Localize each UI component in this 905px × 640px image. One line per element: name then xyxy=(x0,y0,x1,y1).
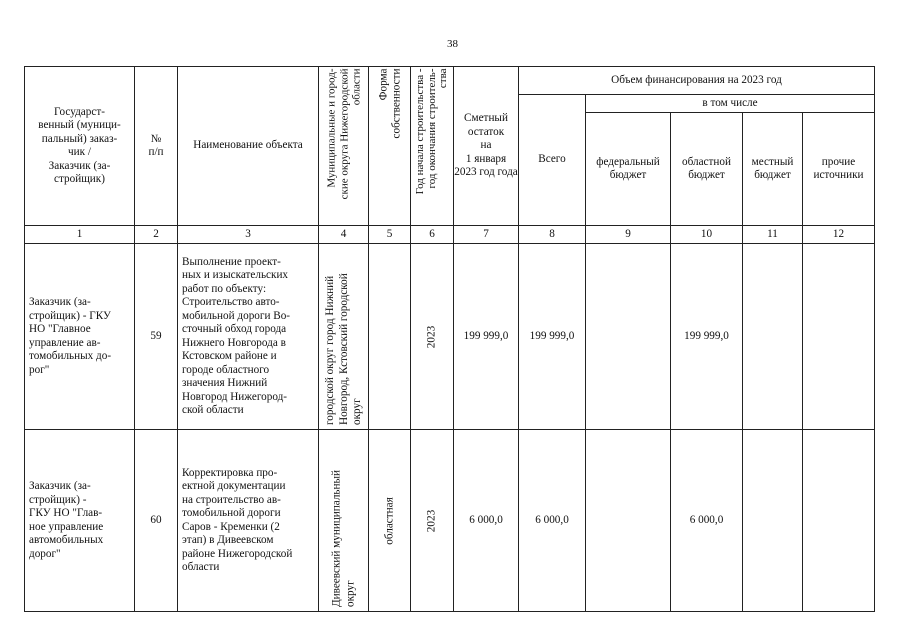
row-years: 2023 xyxy=(411,430,454,612)
header-total: Всего xyxy=(519,95,586,226)
column-number: 5 xyxy=(369,226,411,244)
column-number: 3 xyxy=(178,226,319,244)
row-other xyxy=(803,430,875,612)
row-total: 6 000,0 xyxy=(519,430,586,612)
row-estimate-balance: 199 999,0 xyxy=(454,244,519,430)
column-number-row xyxy=(25,226,875,244)
column-number: 8 xyxy=(519,226,586,244)
column-number: 7 xyxy=(454,226,519,244)
row-object-name: Выполнение проект- ных и изыскательских работ по объекту: Строительство авто- мобильной дороги Во- сточный обход города Нижнего Новгорода в Кстовском районе и городе областного значения Нижний Новгород Нижегород- ской области xyxy=(178,244,319,430)
row-estimate-balance: 6 000,0 xyxy=(454,430,519,612)
header-including: в том числе xyxy=(586,95,875,113)
row-customer: Заказчик (за- стройщик) - ГКУ НО "Глав- ное управление автомобильных дорог" xyxy=(25,430,135,612)
page-number: 38 xyxy=(447,38,458,50)
column-number: 6 xyxy=(411,226,454,244)
row-ownership: областная xyxy=(369,430,411,612)
column-number: 9 xyxy=(586,226,671,244)
row-ownership xyxy=(369,244,411,430)
row-other xyxy=(803,244,875,430)
row-regional: 6 000,0 xyxy=(671,430,743,612)
header-regional: областной бюджет xyxy=(671,113,743,226)
header-customer: Государст- венный (муници- пальный) заказ- чик / Заказчик (за- стройщик) xyxy=(25,67,135,226)
column-number: 4 xyxy=(319,226,369,244)
row-local xyxy=(743,244,803,430)
header-federal: федеральный бюджет xyxy=(586,113,671,226)
row-num: 60 xyxy=(135,430,178,612)
header-object-name: Наименование объекта xyxy=(178,67,319,226)
header-row-1 xyxy=(25,67,875,95)
row-total: 199 999,0 xyxy=(519,244,586,430)
row-object-name: Корректировка про- ектной документации на строительство ав- томобильной дороги Саров - Кременки (2 этап) в Дивеевском районе Нижегородской области xyxy=(178,430,319,612)
header-local: местный бюджет xyxy=(743,113,803,226)
financing-table xyxy=(24,66,875,612)
table-row xyxy=(25,430,875,612)
row-federal xyxy=(586,430,671,612)
header-years: Год начала строительства - год окончания строитель- ства xyxy=(411,67,454,226)
table-row xyxy=(25,244,875,430)
row-regional: 199 999,0 xyxy=(671,244,743,430)
column-number: 11 xyxy=(743,226,803,244)
row-years: 2023 xyxy=(411,244,454,430)
row-customer: Заказчик (за- стройщик) - ГКУ НО "Главное управление ав- томобильных до- рог" xyxy=(25,244,135,430)
column-number: 2 xyxy=(135,226,178,244)
column-number: 10 xyxy=(671,226,743,244)
header-funding-2023: Объем финансирования на 2023 год xyxy=(519,67,875,95)
row-municipality: городской округ город Нижний Новгород, Кстовский городской округ xyxy=(319,244,369,430)
header-municipality: Муниципальные и город- ские округа Нижегородской области xyxy=(319,67,369,226)
column-number: 12 xyxy=(803,226,875,244)
row-federal xyxy=(586,244,671,430)
row-municipality: Дивеевский муниципальный округ xyxy=(319,430,369,612)
column-number: 1 xyxy=(25,226,135,244)
row-num: 59 xyxy=(135,244,178,430)
header-other: прочие источники xyxy=(803,113,875,226)
header-estimate-balance: Сметный остаток на 1 января 2023 год года xyxy=(454,67,519,226)
header-num: № п/п xyxy=(135,67,178,226)
header-ownership: Форма собственности xyxy=(369,67,411,226)
row-local xyxy=(743,430,803,612)
